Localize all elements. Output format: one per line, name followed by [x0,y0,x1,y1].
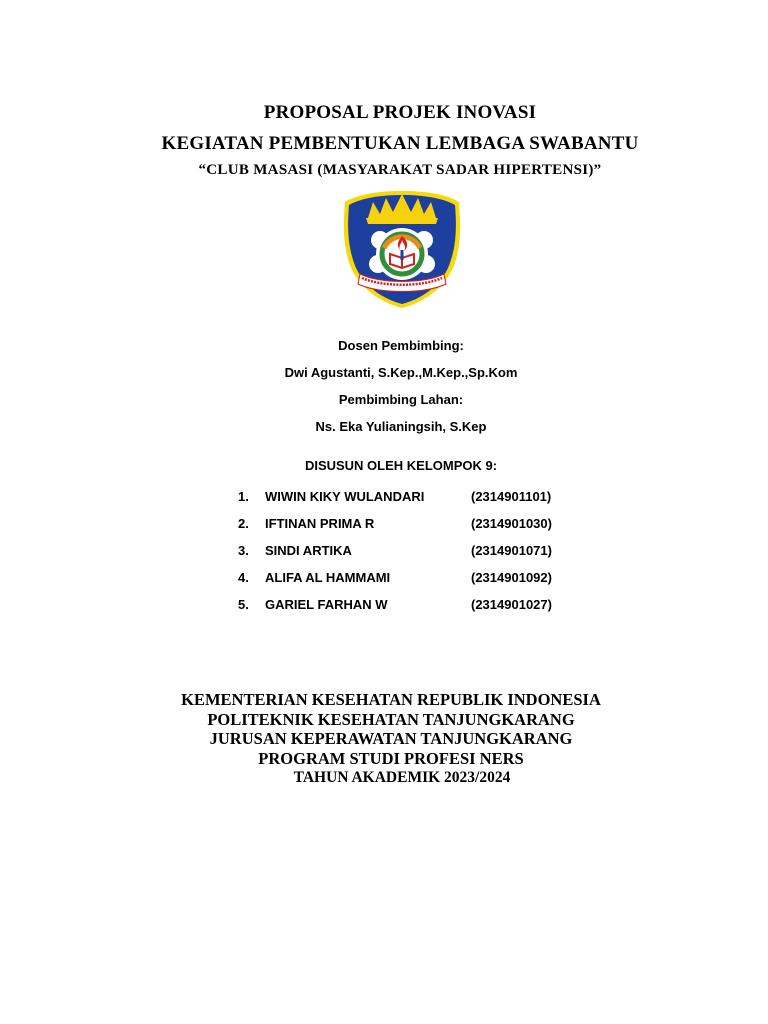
club-title: “CLUB MASASI (MASYARAKAT SADAR HIPERTENSI)” [198,162,602,178]
ministry-name: KEMENTERIAN KESEHATAN REPUBLIK INDONESIA [181,690,601,709]
department-name: JURUSAN KEPERAWATAN TANJUNGKARANG [209,729,573,749]
dosen-name: Dwi Agustanti, S.Kep.,M.Kep.,Sp.Kom [284,365,518,380]
member-number: 1. [238,489,249,504]
member-nim: (2314901101) [471,489,552,504]
member-list [0,489,768,624]
member-name: WIWIN KIKY WULANDARI [265,489,425,504]
list-item [0,543,768,570]
polytechnic-name: POLITEKNIK KESEHATAN TANJUNGKARANG [207,709,575,729]
member-nim: (2314901071) [471,543,552,558]
academic-year: TAHUN AKADEMIK 2023/2024 [293,769,511,787]
member-name: IFTINAN PRIMA R [265,516,375,531]
lahan-label: Pembimbing Lahan: [338,392,464,407]
member-nim: (2314901030) [471,516,552,531]
list-item [0,570,768,597]
list-item [0,516,768,543]
member-name: SINDI ARTIKA [265,543,352,558]
member-number: 3. [238,543,249,558]
dosen-label: Dosen Pembimbing: [338,338,464,353]
list-item [0,597,768,624]
member-number: 5. [238,597,249,612]
study-program: PROGRAM STUDI PROFESI NERS [258,748,524,768]
activity-title: KEGIATAN PEMBENTUKAN LEMBAGA SWABANTU [161,133,639,154]
list-item [0,489,768,516]
member-number: 2. [238,516,249,531]
poltekkes-logo-icon [340,188,464,310]
member-name: ALIFA AL HAMMAMI [265,570,391,585]
member-name: GARIEL FARHAN W [265,597,388,612]
member-nim: (2314901092) [471,570,552,585]
member-nim: (2314901027) [471,597,552,612]
institution-footer [0,690,768,788]
group-heading: DISUSUN OLEH KELOMPOK 9: [304,458,498,473]
proposal-title: PROPOSAL PROJEK INOVASI [263,102,537,123]
member-number: 4. [238,570,249,585]
lahan-name: Ns. Eka Yulianingsih, S.Kep [315,419,487,434]
